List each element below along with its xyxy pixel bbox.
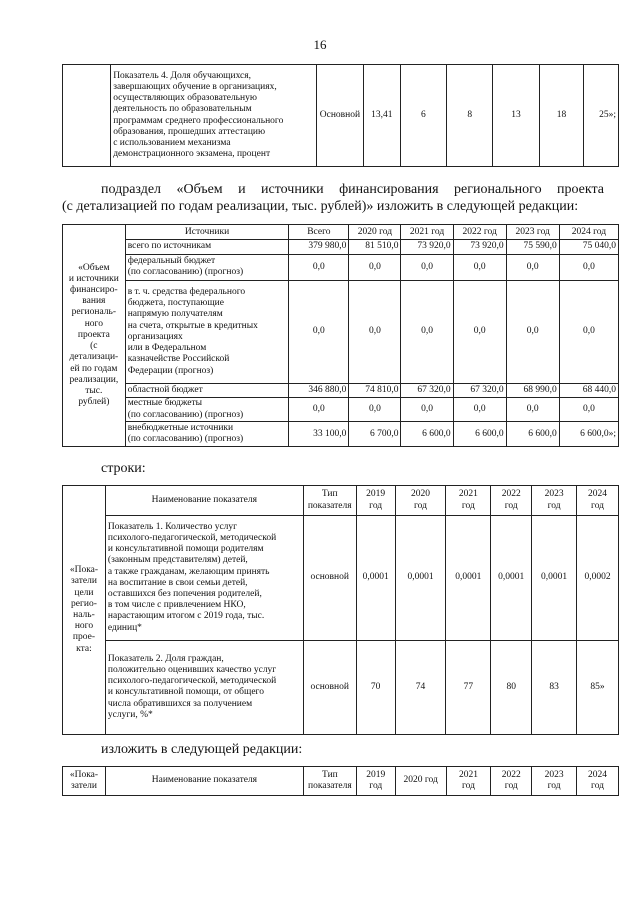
paragraph-2: строки: [101,461,146,476]
column-header: 2023 год [532,486,577,516]
column-header: 2021 год [446,767,491,796]
table-header-row [63,225,619,240]
column-header: 2020 год [395,486,446,516]
value-cell: 0,0 [453,281,506,383]
value-cell: 18 [539,65,583,167]
table-row [63,422,619,447]
value-cell: 6 600,0 [401,422,453,447]
column-header: 2024 год [577,767,619,796]
indicator-type: Основной [316,65,363,167]
value-cell: 13,41 [363,65,400,167]
paragraph-1-line-1: подраздел «Объем и источники финансирования регионального проекта [101,182,604,197]
value-cell: 0,0 [349,397,401,422]
source-label: областной бюджет [125,383,289,397]
column-header: 2024 год [577,486,619,516]
value-cell: 0,0 [289,397,349,422]
value-cell: 0,0 [559,254,618,281]
value-cell: 0,0 [506,281,559,383]
table-row [63,640,619,734]
value-cell: 0,0 [349,254,401,281]
value-cell: 6 600,0 [453,422,506,447]
value-cell: 67 320,0 [401,383,453,397]
table-row [63,254,619,281]
value-cell: 83 [532,640,577,734]
value-cell: 0,0001 [446,516,491,641]
value-cell: 81 510,0 [349,240,401,254]
paragraph-3: изложить в следующей редакции: [101,742,303,757]
financing-side-label: «Объем и источники финансиро- вания региональ- ного проекта (с детализаци- ей по годам реализации, тыс. рублей) [63,225,126,447]
value-cell: 0,0 [506,397,559,422]
source-label: федеральный бюджет (по согласованию) (прогноз) [125,254,289,281]
value-cell: 0,0002 [577,516,619,641]
empty-cell [63,65,111,167]
value-cell: 0,0 [401,281,453,383]
indicator-label: Показатель 1. Количество услуг психолого-педагогической, методической и консультативной помощи родителям (законным представителям) детей, а также гражданам, желающим принять на воспитание в свои семьи детей, оставшихся без попечения родителей, в том числе с привлечением НКО, нарастающим итогом с 2019 года, тыс. единиц* [105,516,303,641]
value-cell: 74 810,0 [349,383,401,397]
column-header: Источники [125,225,289,240]
column-header: 2020 год [349,225,401,240]
table-row [63,383,619,397]
value-cell: 0,0 [349,281,401,383]
table-row [63,65,619,167]
column-header: Тип показателя [303,767,356,796]
column-header: Всего [289,225,349,240]
indicator-label: Показатель 4. Доля обучающихся, завершающих обучение в организациях, осуществляющих образовательную деятельность по образовательным программам среднего профессионального образования, прошедших аттестацию с использованием механизма демонстрационного экзамена, процент [111,65,317,167]
column-header: 2024 год [559,225,618,240]
column-header: 2022 год [491,767,532,796]
source-label: всего по источникам [125,240,289,254]
column-header: 2021 год [446,486,491,516]
column-header: Тип показателя [303,486,356,516]
new-indicators-table [62,766,619,796]
value-cell: 85» [577,640,619,734]
value-cell: 0,0 [289,281,349,383]
value-cell: 379 980,0 [289,240,349,254]
table-header-row [63,767,619,796]
value-cell: 6 600,0 [506,422,559,447]
value-cell: 80 [491,640,532,734]
column-header: 2023 год [506,225,559,240]
value-cell: 25»; [584,65,619,167]
value-cell: 73 920,0 [453,240,506,254]
column-header: 2019 год [356,767,395,796]
paragraph-1-line-2: (с детализацией по годам реализации, тыс. рублей)» изложить в следующей редакции: [62,199,579,214]
value-cell: 67 320,0 [453,383,506,397]
value-cell: 0,0 [453,254,506,281]
value-cell: 77 [446,640,491,734]
indicator-4-table [62,64,619,167]
value-cell: 0,0 [401,254,453,281]
column-header: 2021 год [401,225,453,240]
indicator-label: Показатель 2. Доля граждан, положительно оценивших качество услуг психолого-педагогической, методической и консультативной помощи, от общего числа обратившихся за получением услуги, %* [105,640,303,734]
financing-table [62,224,619,447]
column-header: 2022 год [453,225,506,240]
value-cell: 0,0 [453,397,506,422]
value-cell: 6 700,0 [349,422,401,447]
value-cell: 68 440,0 [559,383,618,397]
value-cell: 0,0001 [395,516,446,641]
table-row [63,281,619,383]
value-cell: 13 [493,65,539,167]
indicators-table [62,485,619,735]
column-header: 2020 год [395,767,446,796]
column-header: 2019 год [356,486,395,516]
value-cell: 6 600,0»; [559,422,618,447]
column-header: Наименование показателя [105,486,303,516]
value-cell: 0,0 [289,254,349,281]
column-header: 2022 год [491,486,532,516]
value-cell: 6 [400,65,446,167]
value-cell: 33 100,0 [289,422,349,447]
source-label: внебюджетные источники (по согласованию) (прогноз) [125,422,289,447]
value-cell: 8 [447,65,493,167]
value-cell: 68 990,0 [506,383,559,397]
value-cell: 74 [395,640,446,734]
value-cell: 0,0 [401,397,453,422]
value-cell: 70 [356,640,395,734]
value-cell: 75 040,0 [559,240,618,254]
value-cell: 0,0 [506,254,559,281]
column-header: Наименование показателя [105,767,303,796]
indicator-type: основной [303,640,356,734]
indicators-side-label: «Пока- затели [63,767,106,796]
value-cell: 346 880,0 [289,383,349,397]
value-cell: 0,0001 [491,516,532,641]
source-label: местные бюджеты (по согласованию) (прогноз) [125,397,289,422]
table-row [63,516,619,641]
table-row [63,240,619,254]
value-cell: 0,0 [559,397,618,422]
value-cell: 73 920,0 [401,240,453,254]
value-cell: 0,0 [559,281,618,383]
value-cell: 0,0001 [356,516,395,641]
indicator-type: основной [303,516,356,641]
value-cell: 75 590,0 [506,240,559,254]
value-cell: 0,0001 [532,516,577,641]
table-row [63,397,619,422]
table-header-row [63,486,619,516]
indicators-side-label: «Пока- затели цели регио- наль- ного прое- кта: [63,486,106,735]
page-number: 16 [313,37,327,52]
column-header: 2023 год [532,767,577,796]
source-label: в т. ч. средства федерального бюджета, поступающие напрямую получателям на счета, открытые в кредитных организациях или в Федеральном казначействе Российской Федерации (прогноз) [125,281,289,383]
